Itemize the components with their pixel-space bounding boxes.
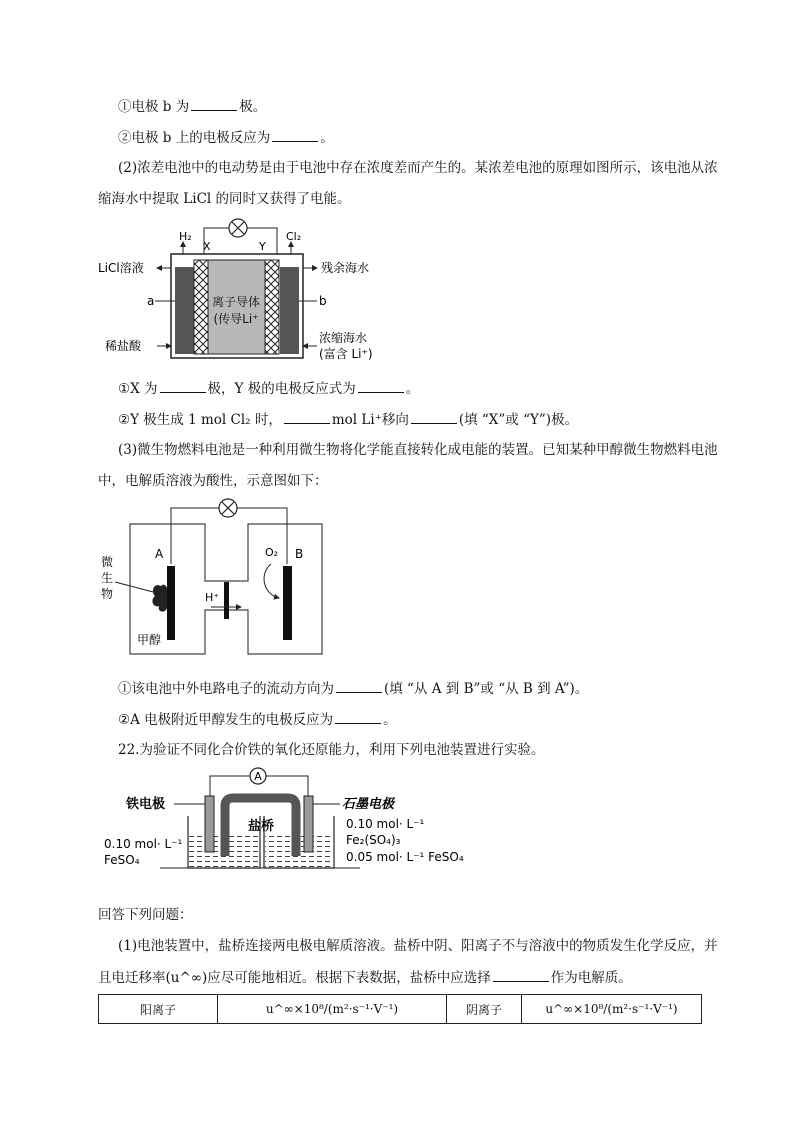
cl2-label: Cl₂	[286, 230, 302, 243]
ion-mobility-table	[98, 994, 702, 1024]
graphite-electrode-label: 石墨电极	[342, 797, 395, 812]
microbe-char: 生	[101, 571, 114, 585]
concentrated-seawater-label: 浓缩海水	[319, 331, 368, 345]
x-label: X	[203, 240, 211, 253]
methanol-label: 甲醇	[137, 633, 162, 647]
membrane-y	[265, 260, 279, 354]
electrode-a-label: a	[147, 294, 155, 308]
salt-bridge-label: 盐桥	[247, 819, 275, 834]
q3-intro-line2: 中，电解质溶液为酸性，示意图如下：	[98, 473, 328, 489]
table-header-cell: 阴离子	[447, 995, 522, 1024]
text: ①电极 b 为	[118, 99, 190, 115]
q3-subquestion-2	[118, 710, 397, 729]
text: 。	[383, 712, 397, 728]
table-header-cell: 阳离子	[99, 995, 218, 1024]
h2-label: H₂	[179, 230, 192, 243]
text: 极。	[239, 99, 267, 115]
y-label: Y	[259, 240, 266, 253]
electrode-a	[167, 566, 175, 640]
text: 。	[320, 130, 334, 146]
graphite-electrode	[304, 796, 313, 852]
q22-part1-line1: (1)电池装置中，盐桥连接两电极电解质溶液。盐桥中阴、阳离子不与溶液中的物质发生化学反应，并	[118, 938, 718, 954]
q2-subquestion-2	[118, 410, 578, 429]
answer-blank[interactable]	[284, 410, 330, 424]
lamp-icon	[219, 499, 237, 517]
licl-label: LiCl溶液	[98, 261, 144, 275]
text: 作为电解质。	[550, 970, 632, 986]
electrode-b	[283, 566, 292, 640]
iron-electrode	[205, 796, 214, 852]
right-concentration-label: 0.10 mol· L⁻¹	[346, 817, 425, 831]
answer-blank[interactable]	[358, 379, 404, 393]
answer-blank[interactable]	[493, 968, 549, 982]
lamp-icon	[229, 219, 247, 237]
answer-prompt: 回答下列问题：	[98, 907, 193, 923]
text: ②A 电极附近甲醇发生的电极反应为	[118, 712, 334, 728]
answer-blank[interactable]	[411, 410, 457, 424]
dilute-hcl-label: 稀盐酸	[105, 339, 142, 353]
q2-intro-line1: (2)浓差电池中的电动势是由于电池中存在浓度差而产生的。某浓差电池的原理如图所示，该电池从浓	[118, 160, 718, 176]
electrode-a-label: A	[155, 547, 164, 561]
text: (填 “X”或 “Y”)极。	[458, 412, 579, 428]
electrode-a-plate	[175, 267, 194, 354]
text: 且电迁移率(u^∞)应尽可能地相近。根据下表数据，盐桥中应选择	[98, 970, 491, 986]
left-concentration-label: 0.10 mol· L⁻¹	[104, 837, 183, 851]
question-line-electrode-b	[118, 97, 266, 116]
text: mol Li⁺移向	[331, 412, 409, 428]
text: 极，Y 极的电极反应式为	[207, 381, 356, 397]
microbe-char: 微	[101, 555, 114, 569]
electrode-b-label: b	[319, 294, 327, 308]
iron-electrode-label: 铁电极	[126, 797, 166, 812]
table-header-cell: u^∞×10⁸/(m²·s⁻¹·V⁻¹)	[218, 995, 447, 1024]
text: ①X 为	[118, 381, 158, 397]
answer-blank[interactable]	[191, 97, 237, 111]
text: (填 “从 A 到 B”或 “从 B 到 A”)。	[384, 681, 589, 697]
electrode-b-plate	[280, 267, 299, 354]
iron-galvanic-cell-diagram	[100, 764, 480, 874]
right-solution-label-1: Fe₂(SO₄)₃	[346, 833, 401, 847]
answer-blank[interactable]	[336, 679, 382, 693]
text: 。	[405, 381, 420, 397]
membrane-x	[194, 260, 208, 354]
ammeter-label: A	[254, 770, 262, 783]
q2-intro-line2: 缩海水中提取 LiCl 的同时又获得了电能。	[98, 191, 351, 207]
table-header-row	[99, 995, 702, 1024]
left-solution-label: FeSO₄	[104, 853, 140, 867]
microbe-char: 物	[101, 587, 114, 601]
proton-membrane	[224, 582, 229, 619]
ion-conductor-sublabel: (传导Li⁺	[213, 312, 259, 326]
ion-conductor-label: 离子导体	[211, 295, 261, 309]
o2-label: O₂	[265, 546, 279, 559]
residual-seawater-label: 残余海水	[321, 261, 370, 275]
table-header-cell: u^∞×10⁸/(m²·s⁻¹·V⁻¹)	[522, 995, 702, 1024]
question-line-electrode-b-reaction	[118, 128, 334, 147]
q2-subquestion-1	[118, 379, 419, 398]
concentration-cell-diagram	[95, 212, 405, 368]
text: ②Y 极生成 1 mol Cl₂ 时，	[118, 412, 282, 428]
q22-part1-line2	[98, 968, 632, 987]
microbial-fuel-cell-diagram	[95, 494, 355, 658]
electrode-b-label: B	[295, 547, 304, 561]
answer-blank[interactable]	[335, 710, 381, 724]
answer-blank[interactable]	[160, 379, 206, 393]
h-ion-label: H⁺	[205, 591, 220, 604]
q22-title: 22.为验证不同化合价铁的氧化还原能力，利用下列电池装置进行实验。	[118, 742, 545, 758]
q3-subquestion-1	[118, 679, 588, 698]
text: ①该电池中外电路电子的流动方向为	[118, 681, 334, 697]
right-solution-label-2: 0.05 mol· L⁻¹ FeSO₄	[346, 850, 464, 864]
q3-intro-line1: (3)微生物燃料电池是一种利用微生物将化学能直接转化成电能的装置。已知某种甲醇微生物燃料电池	[118, 442, 718, 458]
text: ②电极 b 上的电极反应为	[118, 130, 271, 146]
answer-blank[interactable]	[272, 128, 318, 142]
rich-li-label: (富含 Li⁺)	[319, 347, 373, 361]
